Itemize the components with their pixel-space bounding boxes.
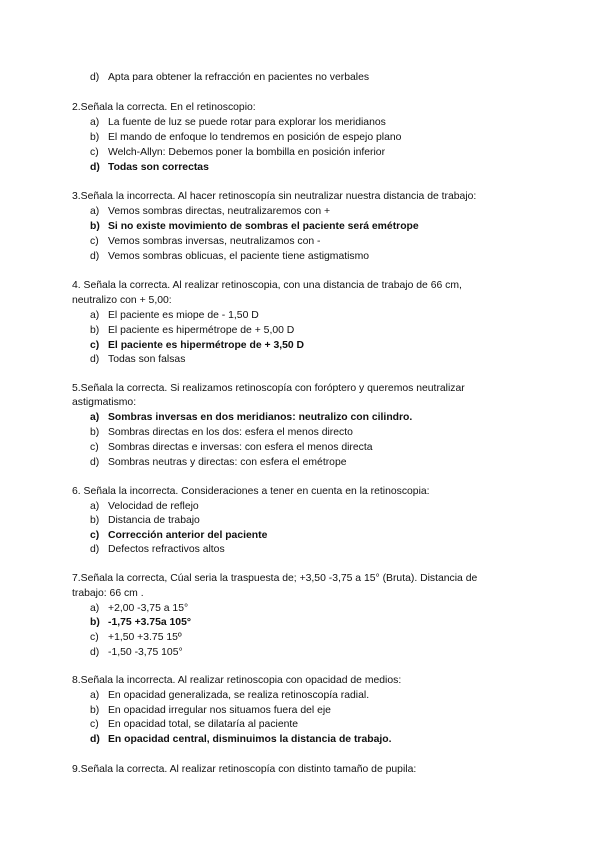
q5-stem-line1: 5.Señala la correcta. Si realizamos retinoscopía con foróptero y queremos neutralizar: [72, 383, 465, 394]
q9-stem: 9.Señala la correcta. Al realizar retinoscopía con distinto tamaño de pupila:: [72, 764, 417, 775]
q3-stem: 3.Señala la incorrecta. Al hacer retinoscopía sin neutralizar nuestra distancia de trabajo:: [72, 191, 477, 202]
q8-stem: 8.Señala la incorrecta. Al realizar retinoscopia con opacidad de medios:: [72, 675, 402, 686]
q5-stem-line2: astigmatismo:: [72, 397, 137, 408]
document-page: d) Apta para obtener la refracción en pacientes no verbales 2.Señala la correcta. En el retinoscopio: a) La fuente de luz se puede rotar para explorar los meridianos b) El mando de enfoque lo tendremos en posición de espejo plano c) Welch-Allyn: Debemos poner la bombilla en posición inferior d) Todas son correctas 3.Señala la incorrecta. Al hacer retinoscopía sin neutralizar nuestra distancia de trabajo: a) Vemos sombras directas, neutralizaremos con + b) Si no existe movimiento de sombras el paciente será emétrope c) Vemos sombras inversas, neutralizamos con - d) Vemos sombras oblicuas, el paciente tiene astigmatismo 4. Señala la correcta. Al realizar retinoscopia, con una distancia de trabajo de 66 cm, neutralizo con + 5,00: a) El paciente es miope de - 1,50 D b) El paciente es hipermétrope de + 5,00 D c) El paciente es hipermétrope de + 3,50 D d) Todas son falsas 5.Señala la correcta. Si realizamos retinoscopía con foróptero y queremos neutralizar astigmatismo: a) Sombras inversas en dos meridianos: neutralizo con cilindro. b) Sombras directas en los dos: esfera el menos directo c) Sombras directas e inversas: con esfera el menos directa d) Sombras neutras y directas: con esfera el emétrope 6. Señala la incorrecta. Consideraciones a tener en cuenta en la retinoscopia: a) Velocidad de reflejo b) Distancia de trabajo c) Corrección anterior del paciente d) Defectos refractivos altos 7.Señala la correcta, Cúal seria la traspuesta de; +3,50 -3,75 a 15° (Bruta). Distancia de trabajo: 66 cm . a) +2,00 -3,75 a 15° b) -1,75 +3.75a 105° c) +1,50 +3.75 15º d) -1,50 -3,75 105° 8.Señala la incorrecta. Al realizar retinoscopia con opacidad de medios: a) En opacidad generalizada, se realiza retinoscopía radial. b) En opacidad irregular nos situamos fuera del eje c) En opacidad total, se dilataría al paciente d) En opacidad central, disminuimos la distancia de trabajo. 9.Señala la correcta. Al realizar retinoscopía con distinto tamaño de pupila:: [72, 72, 478, 775]
q4-stem-line2: neutralizo con + 5,00:: [72, 295, 172, 306]
q4-stem-line1: 4. Señala la correcta. Al realizar retinoscopia, con una distancia de trabajo de 66 cm,: [72, 280, 462, 291]
q7-stem-line2: trabajo: 66 cm .: [72, 588, 144, 599]
q2-stem: 2.Señala la correcta. En el retinoscopio:: [72, 102, 256, 113]
q6-stem: 6. Señala la incorrecta. Consideraciones a tener en cuenta en la retinoscopia:: [72, 486, 430, 497]
q7-stem-line1: 7.Señala la correcta, Cúal seria la traspuesta de; +3,50 -3,75 a 15° (Bruta). Distancia de: [72, 573, 478, 584]
